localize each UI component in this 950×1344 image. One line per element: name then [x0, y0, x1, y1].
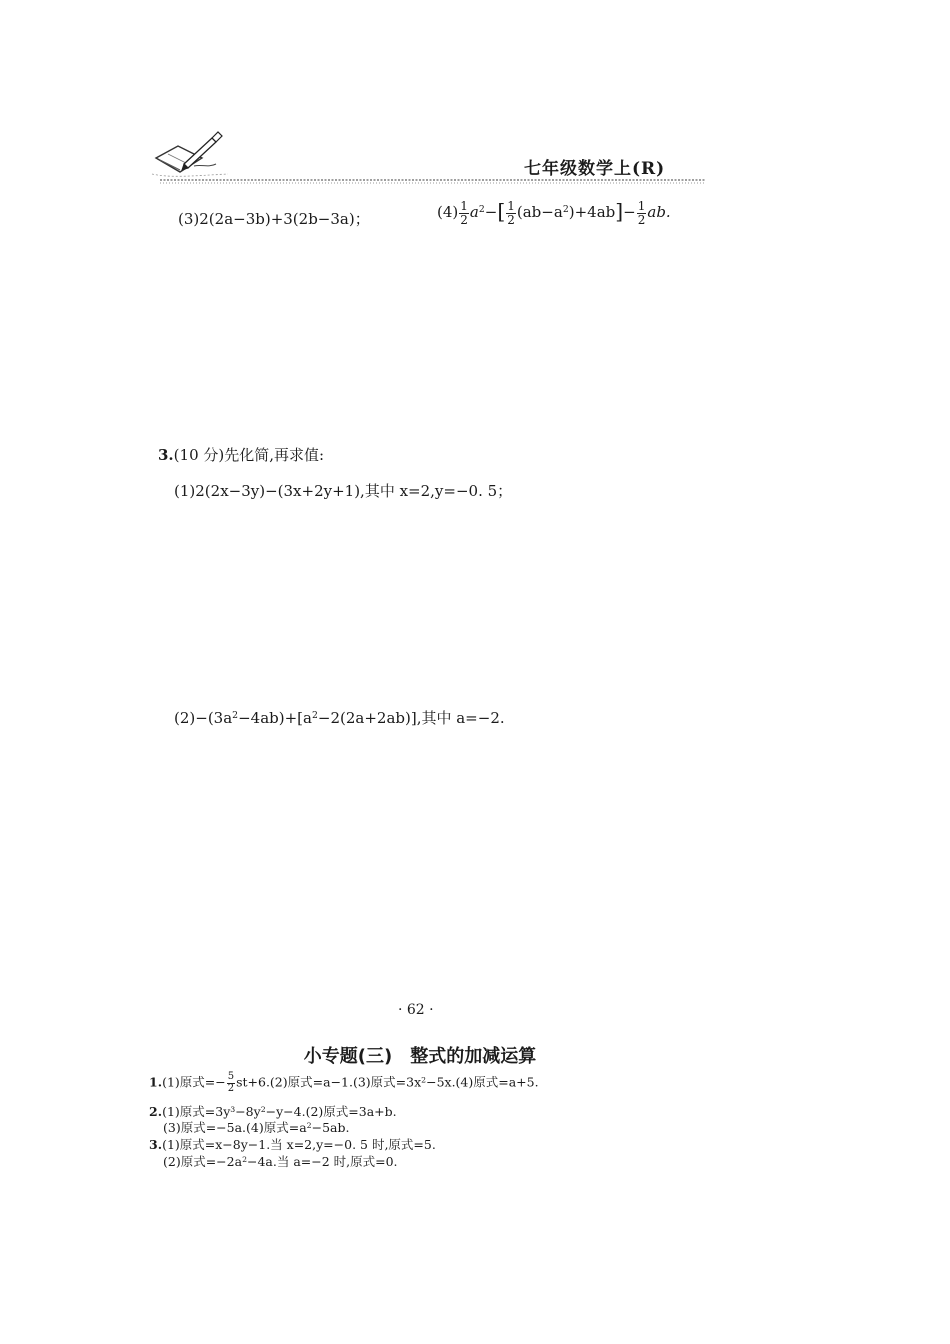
fraction-numerator: 5 [227, 1071, 235, 1082]
book-title-text: 七年级数学上 [524, 159, 632, 179]
problem-2-3-label: (3) [178, 210, 200, 228]
problem-2-3-expr: 2(2a−3b)+3(2b−3a)； [199, 210, 370, 228]
problem-2-3 [178, 208, 370, 229]
answer-text: st+6.(2)原式=a−1.(3)原式=3x [236, 1074, 422, 1090]
answer-text: (2)原式=−2a [163, 1154, 243, 1169]
fraction-denominator: 2 [637, 212, 646, 227]
exponent: 2 [242, 1154, 247, 1164]
answer-text: −4a.当 a=−2 时,原式=0. [247, 1154, 398, 1169]
problem-3-1 [174, 480, 512, 501]
answer-text: (3)原式=−5a.(4)原式=a [163, 1120, 307, 1135]
expr-tail: ab. [647, 203, 671, 222]
problem-3-1-label: (1) [174, 482, 196, 500]
expr-part: −(3a [195, 709, 233, 727]
problem-2-4 [437, 200, 671, 226]
answer-text: (1)原式=− [162, 1074, 226, 1090]
fraction [506, 200, 516, 226]
problem-3-1-expr: 2(2x−3y)−(3x+2y+1),其中 x=2,y=−0. 5； [195, 482, 513, 500]
problem-2-4-label: (4) [437, 203, 459, 222]
open-bracket: [ [497, 200, 506, 225]
exponent: 2 [562, 203, 569, 215]
exponent: 2 [232, 709, 239, 721]
answer-number: 2. [149, 1104, 163, 1119]
fraction [227, 1072, 235, 1094]
book-title [524, 154, 665, 179]
expr-part: −4ab)+[a [238, 709, 312, 727]
fraction [637, 200, 647, 226]
answer-text: (1)原式=x−8y−1.当 x=2,y=−0. 5 时,原式=5. [162, 1137, 436, 1152]
answer-3-line-1 [149, 1135, 436, 1153]
close-bracket: ] [615, 200, 624, 225]
exponent: 3 [230, 1104, 236, 1114]
exponent: 2 [260, 1104, 266, 1114]
variable: a [469, 203, 479, 222]
problem-3-heading-text: (10 分)先化简,再求值: [173, 446, 325, 464]
answer-text: −y−4.(2)原式=3a+b. [265, 1104, 397, 1119]
inner-expr-close: )+4ab [568, 203, 616, 222]
answer-3-line-2 [163, 1152, 398, 1170]
book-edition: (R) [632, 159, 666, 179]
problem-number: 3. [158, 446, 174, 464]
header-divider [160, 178, 706, 185]
operator: − [484, 203, 498, 222]
fraction-numerator: 1 [507, 199, 515, 213]
inner-expr: (ab−a [516, 203, 563, 222]
expr-part: −2(2a+2ab)],其中 a=−2. [317, 709, 505, 727]
answer-text: (1)原式=3y [162, 1104, 231, 1119]
answer-number: 1. [149, 1074, 163, 1090]
problem-3-2 [174, 707, 505, 728]
answer-2-line-2 [163, 1118, 349, 1136]
answers-title: 小专题(三) 整式的加减运算 [303, 1046, 537, 1067]
page-number: · 62 · [398, 1002, 434, 1018]
fraction-numerator: 1 [637, 199, 646, 213]
problem-3-heading [158, 444, 324, 465]
fraction [459, 200, 469, 226]
answer-text: −5x.(4)原式=a+5. [426, 1074, 539, 1090]
operator: − [623, 203, 636, 222]
exponent: 2 [421, 1075, 427, 1085]
answer-number: 3. [149, 1137, 163, 1152]
fraction-denominator: 2 [227, 1082, 235, 1094]
pencil-paper-icon [150, 128, 230, 180]
exponent: 2 [478, 203, 485, 215]
exponent: 2 [311, 709, 318, 721]
problem-3-2-label: (2) [174, 709, 196, 727]
fraction-denominator: 2 [507, 212, 515, 227]
exponent: 2 [306, 1120, 312, 1130]
fraction-numerator: 1 [460, 199, 468, 213]
answer-text: −5ab. [311, 1120, 350, 1135]
answer-1 [149, 1072, 539, 1094]
answer-text: −8y [235, 1104, 261, 1119]
fraction-denominator: 2 [460, 212, 468, 227]
